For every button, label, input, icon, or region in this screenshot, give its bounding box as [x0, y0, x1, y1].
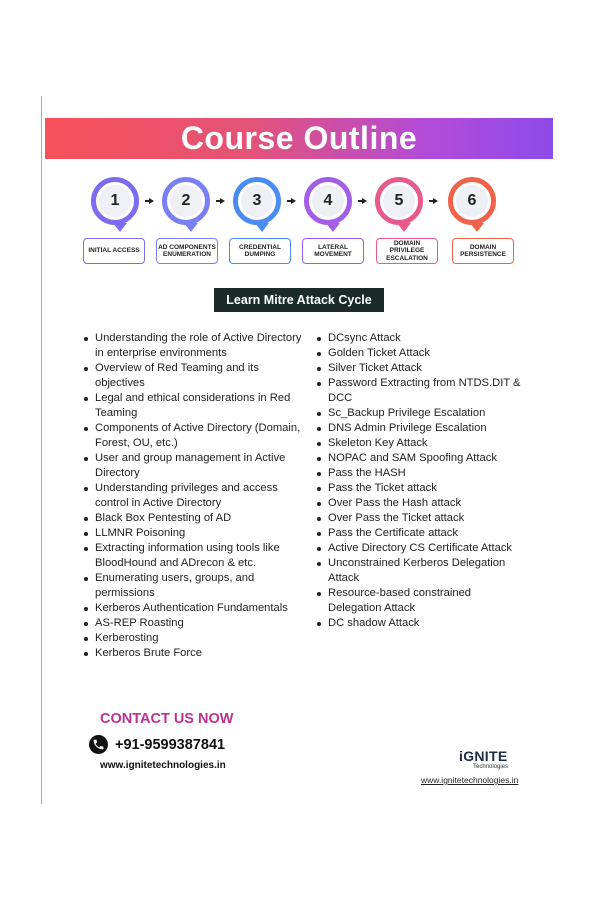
arrow-right-icon	[216, 198, 225, 204]
step-circle-2	[162, 177, 210, 225]
step-circle-1	[91, 177, 139, 225]
step-label-2: AD COMPONENTS ENUMERATION	[156, 238, 218, 264]
arrow-right-icon	[145, 198, 154, 204]
arrow-right-icon	[358, 198, 367, 204]
topics-left-list	[83, 331, 303, 661]
topic-item: Kerberos Brute Force	[83, 646, 303, 661]
step-label-3: CREDENTIAL DUMPING	[229, 238, 291, 264]
step-number: 4	[312, 185, 344, 217]
contact-website[interactable]: www.ignitetechnologies.in	[100, 760, 226, 771]
step-label-4: LATERAL MOVEMENT	[302, 238, 364, 264]
step-pointer	[397, 223, 411, 232]
topic-item: Resource-based constrained Delegation Attack	[316, 586, 526, 616]
topics-right-list	[316, 331, 526, 631]
step-pointer	[470, 223, 484, 232]
page-title: Course Outline	[180, 120, 418, 156]
topic-item: Overview of Red Teaming and its objectives	[83, 361, 303, 391]
topic-item: Kerberosting	[83, 631, 303, 646]
topic-item: Enumerating users, groups, and permissions	[83, 571, 303, 601]
arrow-right-icon	[429, 198, 438, 204]
topic-item: Active Directory CS Certificate Attack	[316, 541, 526, 556]
step-pointer	[113, 223, 127, 232]
step-circle-5	[375, 177, 423, 225]
topic-item: Password Extracting from NTDS.DIT & DCC	[316, 376, 526, 406]
topic-item: Kerberos Authentication Fundamentals	[83, 601, 303, 616]
cycle-label: Learn Mitre Attack Cycle	[214, 288, 384, 312]
topic-item: DC shadow Attack	[316, 616, 526, 631]
topic-item: Pass the Certificate attack	[316, 526, 526, 541]
topic-item: Pass the HASH	[316, 466, 526, 481]
topic-item: Legal and ethical considerations in Red Teaming	[83, 391, 303, 421]
topic-item: LLMNR Poisoning	[83, 526, 303, 541]
contact-heading: CONTACT US NOW	[100, 711, 234, 727]
ignite-logo: iGNITE	[459, 748, 508, 764]
step-circle-4	[304, 177, 352, 225]
topic-item: DNS Admin Privilege Escalation	[316, 421, 526, 436]
topic-item: AS-REP Roasting	[83, 616, 303, 631]
step-pointer	[255, 223, 269, 232]
step-number: 1	[99, 185, 131, 217]
topic-item: Silver Ticket Attack	[316, 361, 526, 376]
topic-item: Sc_Backup Privilege Escalation	[316, 406, 526, 421]
step-number: 5	[383, 185, 415, 217]
topic-item: Components of Active Directory (Domain, Forest, OU, etc.)	[83, 421, 303, 451]
topic-item: NOPAC and SAM Spoofing Attack	[316, 451, 526, 466]
step-pointer	[184, 223, 198, 232]
topic-item: Over Pass the Hash attack	[316, 496, 526, 511]
topic-item: Black Box Pentesting of AD	[83, 511, 303, 526]
topic-item: Pass the Ticket attack	[316, 481, 526, 496]
footer-website-link[interactable]: www.ignitetechnologies.in	[421, 775, 519, 785]
step-pointer	[326, 223, 340, 232]
topic-item: Extracting information using tools like BloodHound and ADrecon & etc.	[83, 541, 303, 571]
phone-number[interactable]: +91-9599387841	[115, 737, 226, 753]
step-label-5: DOMAIN PRIVILEGE ESCALATION	[376, 238, 438, 264]
topic-item: Over Pass the Ticket attack	[316, 511, 526, 526]
topic-item: Understanding privileges and access control in Active Directory	[83, 481, 303, 511]
topic-item: Understanding the role of Active Directory in enterprise environments	[83, 331, 303, 361]
logo-subtitle: Technologies	[473, 764, 509, 770]
topic-item: Skeleton Key Attack	[316, 436, 526, 451]
step-number: 6	[456, 185, 488, 217]
topic-item: Unconstrained Kerberos Delegation Attack	[316, 556, 526, 586]
topic-item: User and group management in Active Directory	[83, 451, 303, 481]
step-circle-6	[448, 177, 496, 225]
step-label-6: DOMAIN PERSISTENCE	[452, 238, 514, 264]
topic-item: Golden Ticket Attack	[316, 346, 526, 361]
step-circle-3	[233, 177, 281, 225]
step-number: 3	[241, 185, 273, 217]
step-number: 2	[170, 185, 202, 217]
phone-icon	[89, 735, 108, 754]
title-banner	[45, 118, 553, 159]
topic-item: DCsync Attack	[316, 331, 526, 346]
arrow-right-icon	[287, 198, 296, 204]
step-label-1: INITIAL ACCESS	[83, 238, 145, 264]
